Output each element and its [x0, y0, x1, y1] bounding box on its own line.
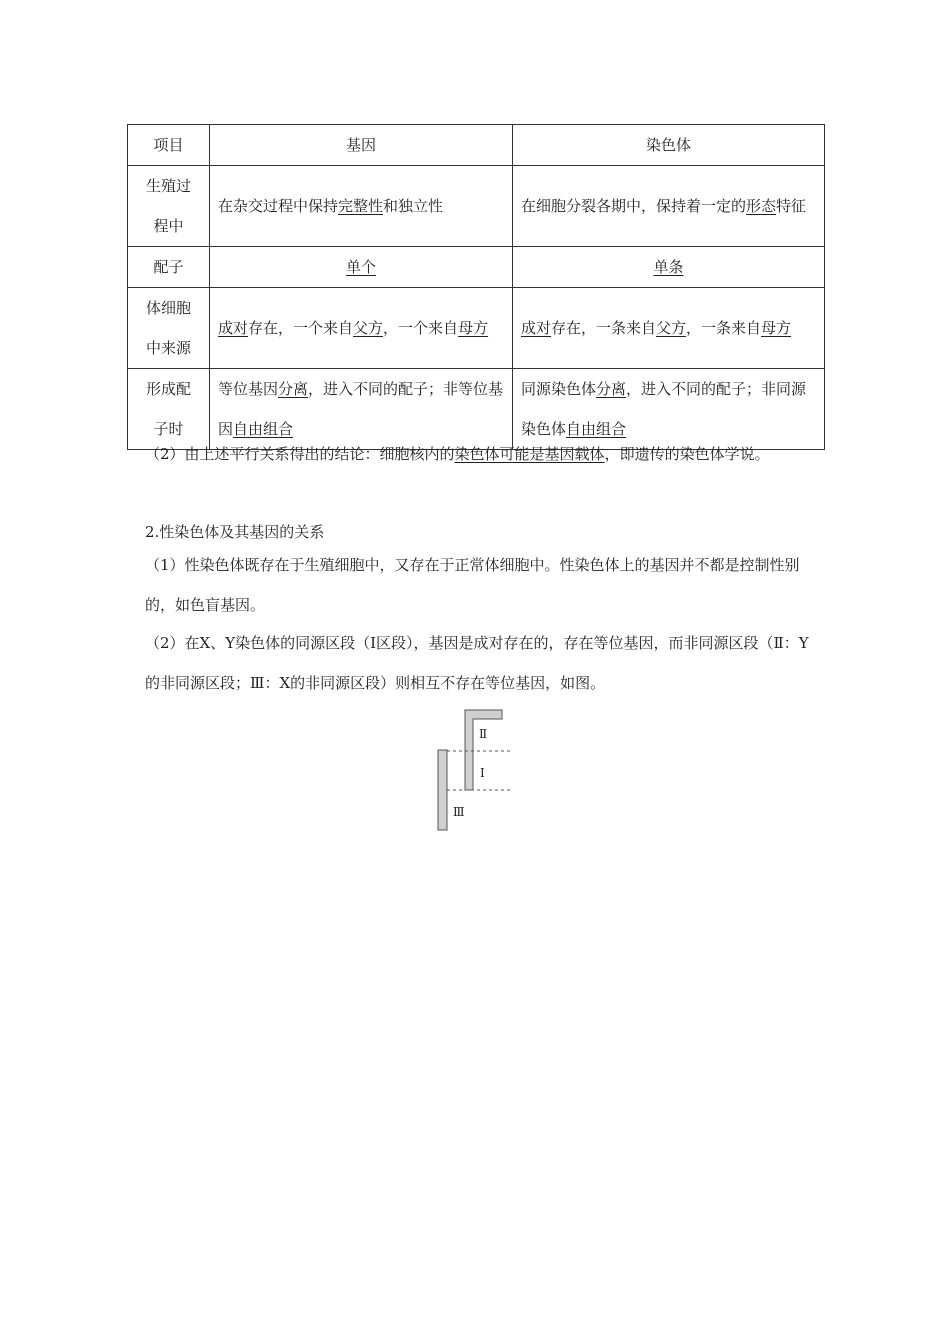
row-label-part: 配子: [153, 258, 184, 276]
underlined-answer: 自由组合: [233, 420, 294, 438]
row-label-part: 生殖过: [145, 177, 191, 195]
underlined-answer: 父方: [656, 319, 687, 337]
underlined-answer: 成对: [218, 319, 249, 337]
sex-chromosome-paragraph-2: （2）在X、Y染色体的同源区段（Ⅰ区段），基因是成对存在的，存在等位基因，而非同源区段（Ⅱ：Y的非同源区段；Ⅲ：X的非同源区段）则相互不存在等位基因，如图。: [145, 634, 809, 692]
table-row: [128, 166, 825, 247]
text-run: 和独立性: [383, 197, 444, 215]
label-region-i: Ⅰ: [480, 766, 485, 780]
gene-chromosome-table: [127, 124, 825, 450]
text-run: ，一条来自: [686, 319, 762, 337]
section-heading: 2.性染色体及其基因的关系: [145, 523, 325, 541]
text-run: ，进入不同的配子；非等位基因: [218, 380, 504, 438]
row-label: [128, 166, 210, 247]
underlined-answer: 母方: [458, 319, 489, 337]
sex-chromosome-paragraph-1: （1）性染色体既存在于生殖细胞中，又存在于正常体细胞中。性染色体上的基因并不都是控制性别的，如色盲基因。: [145, 556, 800, 614]
underlined-answer: 成对: [521, 319, 552, 337]
text-run: 同源染色体: [521, 380, 597, 398]
underlined-answer: 形态: [746, 197, 777, 215]
underlined-answer: 父方: [353, 319, 384, 337]
text-run: ，一个来自: [383, 319, 459, 337]
text-run: ，即遗传的染色体学说。: [604, 445, 770, 463]
row-label-part: 中来源: [145, 339, 191, 357]
gene-cell: [210, 247, 513, 288]
table-header-row: [128, 125, 825, 166]
header-gene: 基因: [210, 125, 513, 166]
row-label: [128, 247, 210, 288]
table-row: [128, 288, 825, 369]
row-label-part: 子时: [153, 420, 184, 438]
chromosome-cell: [513, 247, 825, 288]
text-run: ，进入不同的配子；非同源染色体: [521, 380, 807, 438]
underlined-answer: 单个: [345, 258, 376, 276]
underlined-answer: 母方: [761, 319, 792, 337]
text-run: 在杂交过程中保持: [218, 197, 339, 215]
underlined-answer: 分离: [278, 380, 309, 398]
row-label-part: 形成配: [145, 380, 191, 398]
x-chromosome: [438, 750, 447, 830]
gene-cell: [210, 166, 513, 247]
underlined-answer: 分离: [596, 380, 627, 398]
table-row: [128, 247, 825, 288]
text-run: 在细胞分裂各期中，保持着一定的: [521, 197, 747, 215]
underlined-answer: 单条: [653, 258, 684, 276]
text-run: （2）由上述平行关系得出的结论：细胞核内的: [145, 445, 455, 463]
chromosome-cell: [513, 288, 825, 369]
text-run: 存在，一个来自: [248, 319, 354, 337]
gene-cell: [210, 288, 513, 369]
label-region-ii: Ⅱ: [479, 727, 488, 741]
xy-chromosome-diagram: [420, 700, 530, 835]
chromosome-cell: [513, 166, 825, 247]
label-region-iii: Ⅲ: [453, 805, 465, 819]
underlined-answer: 自由组合: [566, 420, 627, 438]
row-label: [128, 288, 210, 369]
header-chromosome: 染色体: [513, 125, 825, 166]
text-run: 等位基因: [218, 380, 279, 398]
underlined-answer: 染色体可能是基因载体: [454, 445, 605, 463]
underlined-answer: 完整性: [338, 197, 384, 215]
text-run: 特征: [776, 197, 807, 215]
row-label-part: 程中: [153, 217, 184, 235]
row-label-part: 体细胞: [145, 299, 191, 317]
text-run: 存在，一条来自: [551, 319, 657, 337]
conclusion-paragraph: [145, 434, 810, 474]
header-item: 项目: [128, 125, 210, 166]
